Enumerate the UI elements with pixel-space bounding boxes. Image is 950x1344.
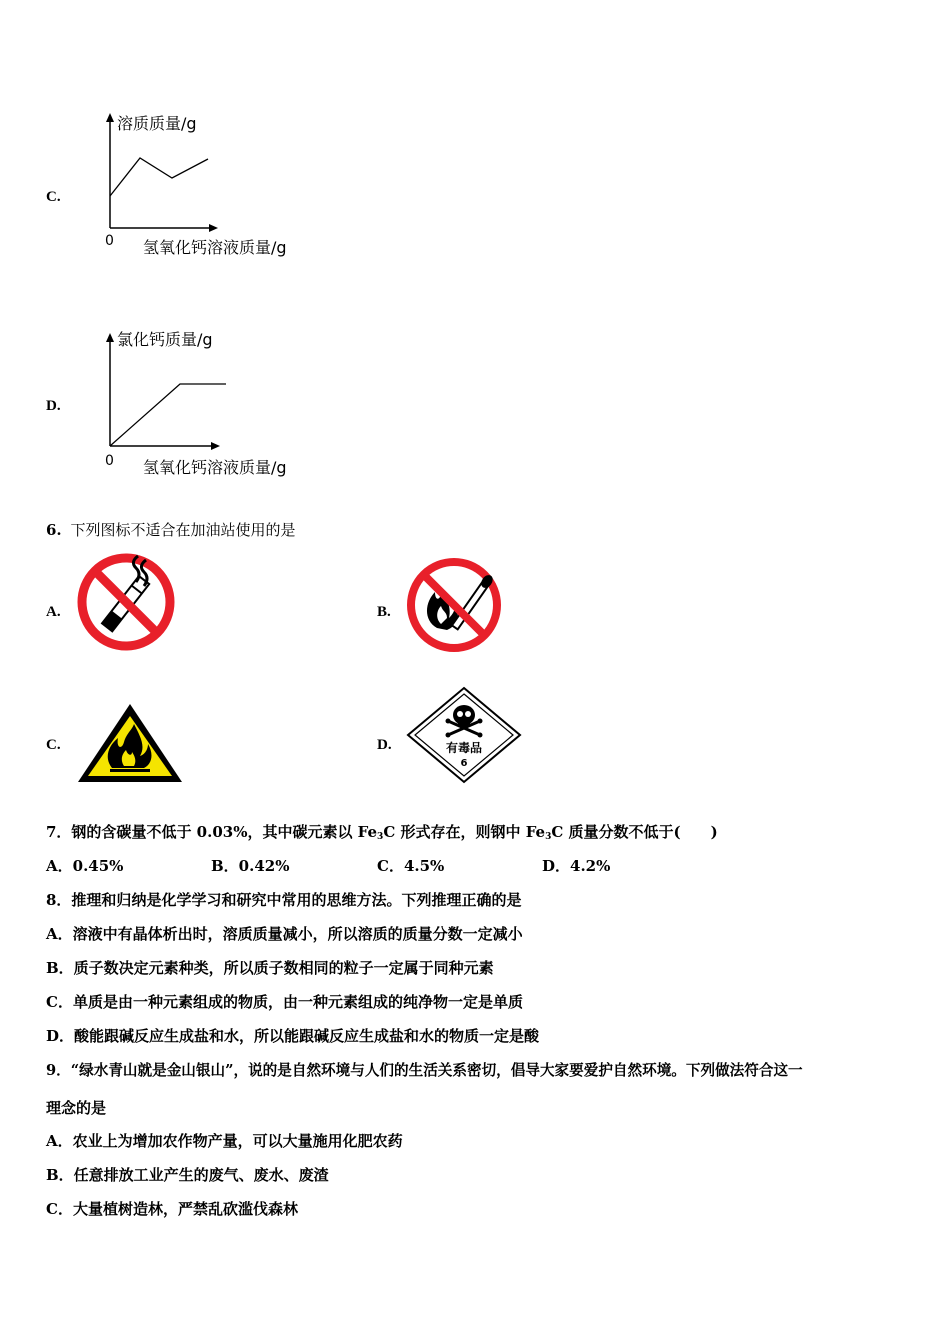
q7-sub-2: 3	[545, 832, 552, 842]
q6-number: 6.	[46, 521, 62, 539]
option-d-letter: D.	[46, 398, 61, 414]
q7-text-mid: C 形式存在，则钢中 Fe	[383, 823, 546, 841]
graph-d-origin: 0	[105, 453, 114, 469]
q7-option-d: D．4.2%	[542, 857, 611, 875]
graph-d-curve	[110, 384, 226, 446]
graph-c-curve	[110, 158, 208, 196]
graph-c-origin: 0	[105, 233, 114, 249]
q8-option-c: C．单质是由一种元素组成的物质，由一种元素组成的纯净物一定是单质	[46, 993, 523, 1011]
q9-option-a: A．农业上为增加农作物产量，可以大量施用化肥农药	[46, 1132, 403, 1150]
q7-text-pre: 7．钢的含碳量不低于 0.03%，其中碳元素以 Fe	[46, 823, 378, 841]
toxic-sign-text: 有毒品	[445, 741, 483, 755]
q9-option-c: C．大量植树造林，严禁乱砍滥伐森林	[46, 1200, 298, 1218]
q9-option-b: B．任意排放工业产生的废气、废水、废渣	[46, 1166, 329, 1184]
q8-option-a: A．溶液中有晶体析出时，溶质质量减小，所以溶质的质量分数一定减小	[46, 925, 523, 943]
q9-stem-line1: 9．“绿水青山就是金山银山”，说的是自然环境与人们的生活关系密切，倡导大家要爱护自然环境。下列做法符合这一	[46, 1062, 803, 1079]
graph-c-x-label: 氢氧化钙溶液质量/g	[143, 238, 287, 257]
no-smoking-icon	[76, 552, 176, 652]
q7-option-b: B．0.42%	[211, 857, 290, 875]
q7-option-c: C．4.5%	[377, 857, 445, 875]
toxic-sign-icon	[406, 686, 522, 784]
q7-text-post: C 质量分数不低于( )	[551, 823, 718, 841]
q7-option-a: A．0.45%	[46, 857, 124, 875]
graph-c-y-label: 溶质质量/g	[117, 114, 197, 133]
no-open-flame-icon	[405, 556, 503, 654]
q6-option-c-letter: C.	[46, 737, 61, 753]
q6-option-b-letter: B.	[377, 604, 391, 620]
graph-d-y-label: 氯化钙质量/g	[117, 330, 213, 349]
q8-stem: 8．推理和归纳是化学学习和研究中常用的思维方法。下列推理正确的是	[46, 891, 522, 909]
flammable-warning-icon	[74, 700, 186, 786]
option-c-letter: C.	[46, 189, 61, 205]
q6-option-a-letter: A.	[46, 604, 61, 620]
q8-option-d: D．酸能跟碱反应生成盐和水，所以能跟碱反应生成盐和水的物质一定是酸	[46, 1027, 540, 1045]
q8-option-b: B．质子数决定元素种类，所以质子数相同的粒子一定属于同种元素	[46, 959, 494, 977]
q7-stem	[46, 821, 718, 842]
toxic-sign-number: 6	[460, 758, 468, 769]
graph-d-x-label: 氢氧化钙溶液质量/g	[143, 458, 287, 477]
q9-stem-line2: 理念的是	[46, 1099, 107, 1117]
q6-option-d-letter: D.	[377, 737, 392, 753]
q6-text: 下列图标不适合在加油站使用的是	[70, 521, 296, 539]
q6-stem	[46, 519, 295, 540]
q7-sub-1: 3	[377, 832, 384, 842]
